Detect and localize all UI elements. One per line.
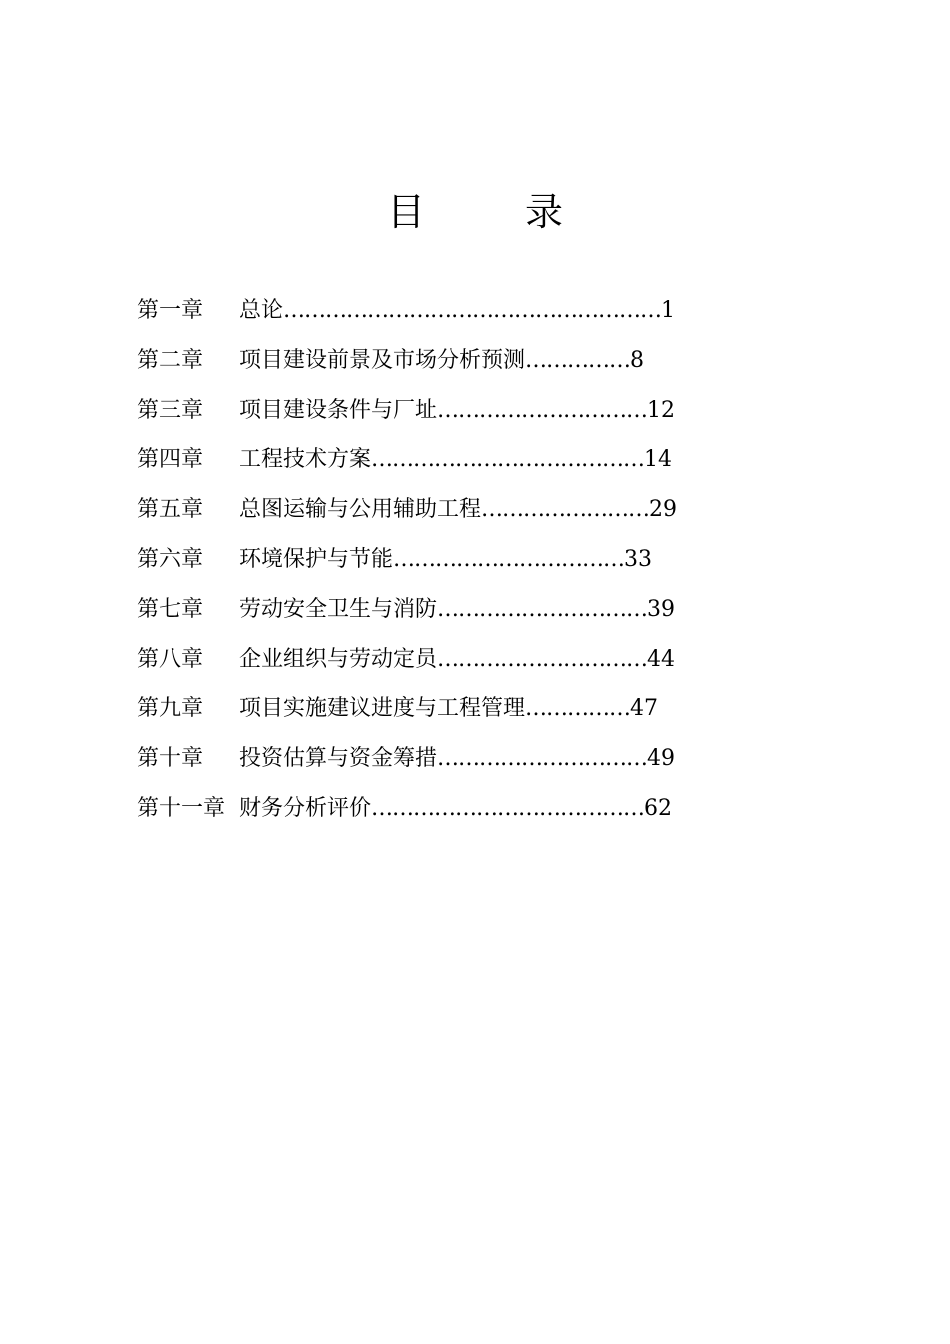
toc-entry[interactable]	[137, 738, 757, 788]
toc-leader-dots: …………………………………	[371, 795, 645, 821]
toc-chapter-number: 第十一章	[137, 795, 226, 821]
toc-chapter-name: 总图运输与公用辅助工程	[239, 497, 482, 523]
toc-entry[interactable]	[137, 390, 757, 440]
toc-list	[137, 290, 757, 838]
toc-leader-dots: …………………………	[437, 397, 648, 423]
toc-chapter-name: 财务分析评价	[239, 795, 372, 821]
toc-entry[interactable]	[137, 290, 757, 340]
toc-chapter-name: 项目建设条件与厂址	[239, 397, 438, 423]
toc-entry[interactable]	[137, 489, 757, 539]
toc-chapter-name: 劳动安全卫生与消防	[239, 596, 438, 622]
toc-entry[interactable]	[137, 340, 757, 390]
toc-chapter-name: 企业组织与劳动定员	[239, 646, 438, 672]
toc-page-number: 33	[624, 546, 653, 572]
toc-leader-dots: ……………………………	[393, 546, 625, 572]
toc-chapter-number: 第四章	[137, 447, 204, 473]
toc-chapter-name: 投资估算与资金筹措	[239, 746, 438, 772]
toc-chapter-number: 第七章	[137, 596, 204, 622]
toc-page-number: 44	[647, 646, 676, 672]
toc-chapter-name: 项目实施建议进度与工程管理	[239, 696, 526, 722]
toc-title: 目 录	[386, 190, 608, 234]
toc-entry[interactable]	[137, 589, 757, 639]
toc-chapter-name: 工程技术方案	[239, 447, 372, 473]
toc-entry[interactable]	[137, 688, 757, 738]
toc-page-number: 29	[649, 497, 678, 523]
toc-leader-dots: …………………………	[437, 596, 648, 622]
toc-leader-dots: ……………	[525, 347, 631, 373]
toc-chapter-name: 环境保护与节能	[239, 546, 394, 572]
toc-leader-dots: …………………………	[437, 646, 648, 672]
toc-chapter-number: 第一章	[137, 298, 204, 323]
toc-entry[interactable]	[137, 539, 757, 589]
toc-leader-dots: ………………………………………………	[283, 298, 662, 323]
toc-leader-dots: …………………………	[437, 746, 648, 772]
toc-page-number: 47	[630, 696, 659, 722]
toc-chapter-number: 第二章	[137, 347, 204, 373]
toc-chapter-number: 第三章	[137, 397, 204, 423]
toc-page-number: 39	[647, 596, 676, 622]
toc-chapter-number: 第六章	[137, 546, 204, 572]
toc-leader-dots: …………………………………	[371, 447, 645, 473]
toc-entry[interactable]	[137, 788, 757, 838]
toc-page-number: 12	[647, 397, 676, 423]
toc-chapter-number: 第五章	[137, 497, 204, 523]
toc-leader-dots: ……………………	[481, 497, 650, 523]
toc-page-number: 14	[644, 447, 673, 473]
toc-page-number: 49	[647, 746, 676, 772]
toc-page-number: 1	[661, 298, 676, 323]
toc-chapter-number: 第十章	[137, 746, 204, 772]
toc-chapter-name: 项目建设前景及市场分析预测	[239, 347, 526, 373]
toc-chapter-number: 第九章	[137, 696, 204, 722]
toc-page-number: 8	[630, 347, 645, 373]
toc-page-number: 62	[644, 795, 673, 821]
toc-entry[interactable]	[137, 439, 757, 489]
toc-chapter-name: 总论	[239, 298, 284, 323]
toc-leader-dots: ……………	[525, 696, 631, 722]
toc-entry[interactable]	[137, 639, 757, 689]
toc-chapter-number: 第八章	[137, 646, 204, 672]
